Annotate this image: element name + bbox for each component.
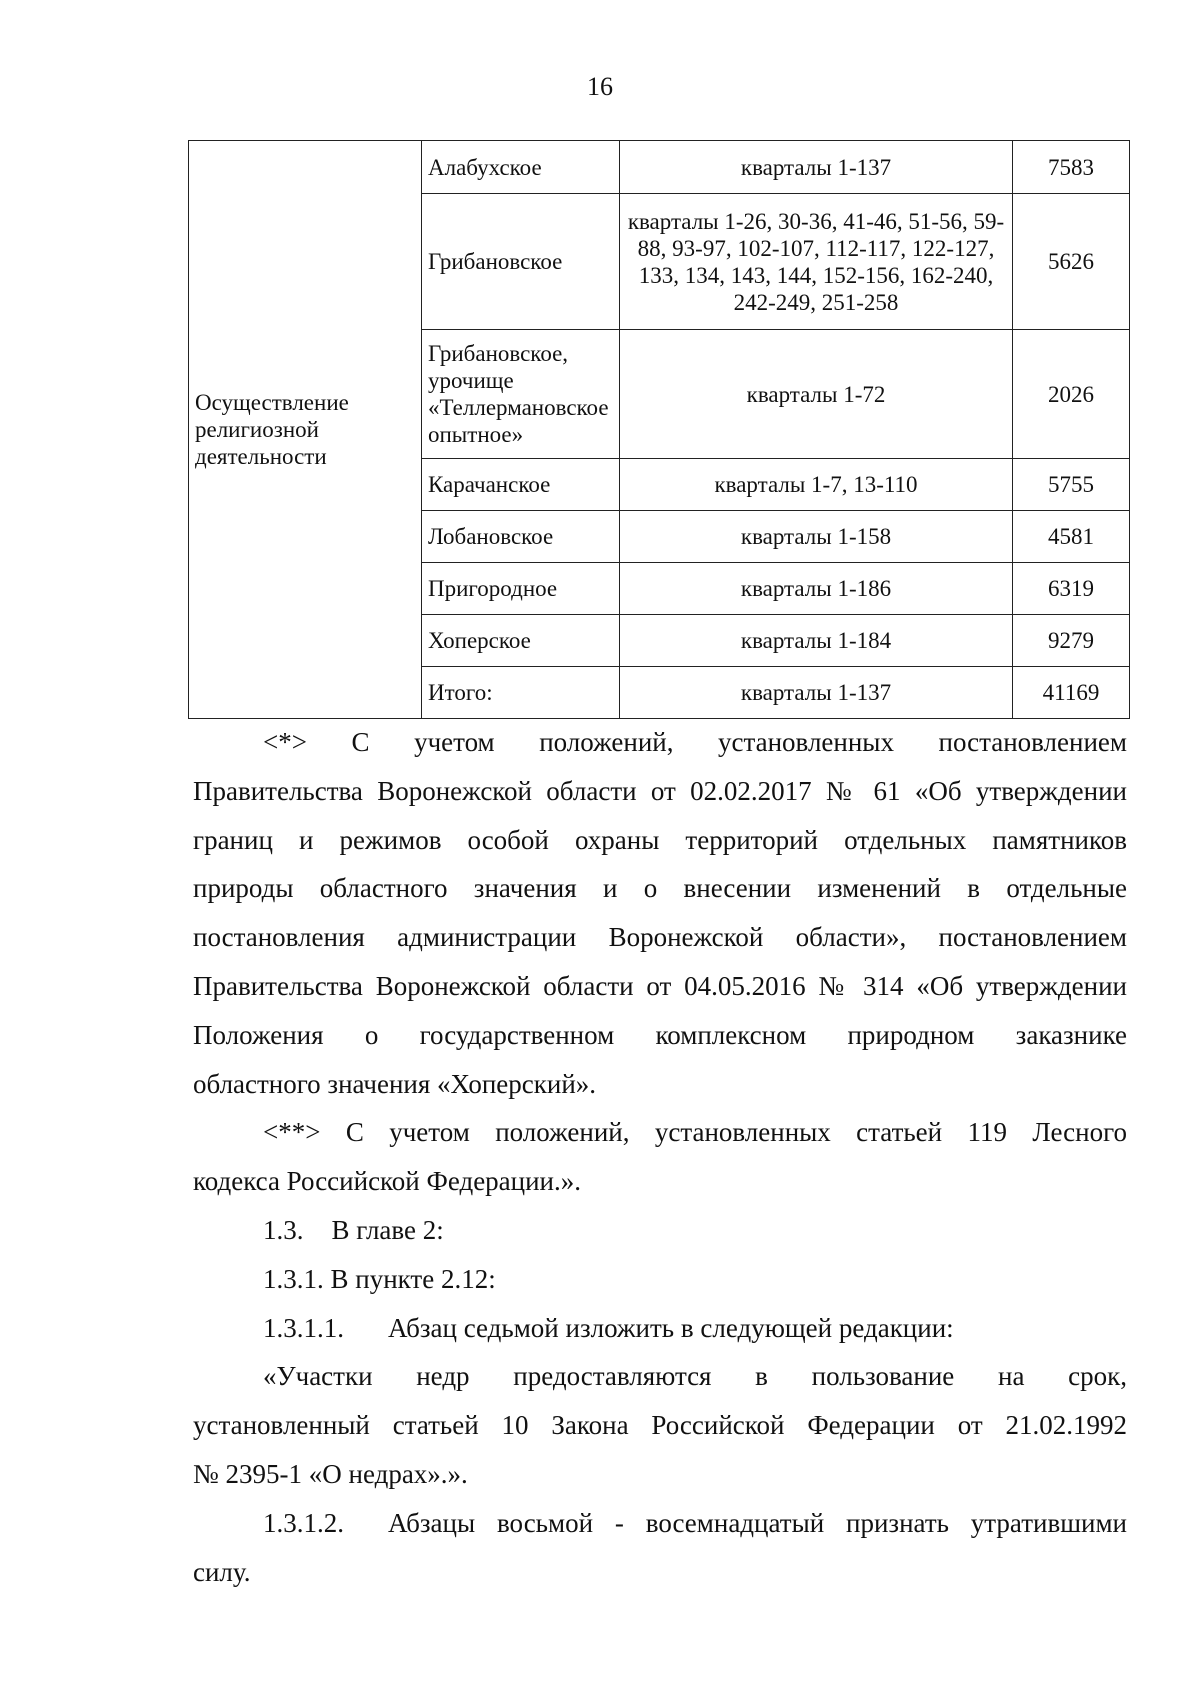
section-1-3 [193,1206,1127,1255]
quarters-cell: кварталы 1-186 [620,563,1013,615]
district-name-cell: Карачанское [422,459,620,511]
footnote-1-line: <*> С учетом положений, установленных постановлением [263,727,1127,757]
section-1-3-1-1 [193,1304,1127,1353]
footnote-1-line: областного значения «Хоперский». [193,1068,597,1099]
quarters-cell: кварталы 1-137 [620,141,1013,194]
area-cell: 6319 [1013,563,1130,615]
area-cell: 5755 [1013,459,1130,511]
section-1-3-1-2-end: силу. [193,1556,251,1587]
district-name-cell: Грибановское [422,194,620,330]
quarters-cell: кварталы 1-26, 30-36, 41-46, 51-56, 59-88, 93-97, 102-107, 112-117, 122-127, 133, 134, 143, 144, 152-156, 162-240, 242-249, 251-258 [620,194,1013,330]
area-cell: 7583 [1013,141,1130,194]
quote-line: «Участки недр предоставляются в пользование на срок, [263,1361,1127,1392]
section-text: Абзац седьмой изложить в следующей редакции: [388,1312,954,1343]
category-cell: Осуществление религиозной деятельности [189,141,422,719]
footnote-1-line: природы областного значения и о внесении изменений в отдельные [193,873,1127,904]
table-row [189,141,1130,194]
footnote-2-line: <**> С учетом положений, установленных статьей 119 Лесного [263,1117,1127,1148]
district-name-cell: Пригородное [422,563,620,615]
quarters-cell: кварталы 1-184 [620,615,1013,667]
quarters-cell: кварталы 1-7, 13-110 [620,459,1013,511]
district-name-cell: Хоперское [422,615,620,667]
quote-line: № 2395-1 «О недрах».». [193,1458,468,1489]
quote-line: установленный статьей 10 Закона Российской Федерации от 21.02.1992 [193,1410,1127,1441]
area-cell: 9279 [1013,615,1130,667]
footnote-1-line: постановления администрации Воронежской области», постановлением [193,922,1127,953]
section-number: 1.3.1.2. [263,1507,344,1538]
footnote-1-line: Правительства Воронежской области от 02.02.2017 № 61 «Об утверждении [193,775,1127,806]
section-number: 1.3. [263,1214,304,1245]
quarters-cell: кварталы 1-158 [620,511,1013,563]
section-text: В главе 2: [331,1214,444,1245]
section-number: 1.3.1.1. [263,1312,344,1343]
footnote-2-line: кодекса Российской Федерации.». [193,1166,582,1197]
area-cell: 4581 [1013,511,1130,563]
footnote-1-line: Правительства Воронежской области от 04.05.2016 № 314 «Об утверждении [193,970,1127,1001]
total-area-cell: 41169 [1013,667,1130,719]
district-name-cell: Алабухское [422,141,620,194]
quarters-cell: кварталы 1-137 [620,667,1013,719]
quarters-cell: кварталы 1-72 [620,330,1013,459]
area-cell: 5626 [1013,194,1130,330]
district-name-cell: Лобановское [422,511,620,563]
district-name-cell: Грибановское, урочище «Теллермановское опытное» [422,330,620,459]
footnote-1-line: границ и режимов особой охраны территорий отдельных памятников [193,824,1127,855]
footnote-1-line: Положения о государственном комплексном природном заказнике [193,1019,1127,1050]
area-cell: 2026 [1013,330,1130,459]
page-number: 16 [587,72,613,101]
body-text [193,718,1127,1596]
total-label-cell: Итого: [422,667,620,719]
forest-districts-table [188,140,1130,719]
section-1-3-1: 1.3.1. В пункте 2.12: [263,1263,496,1294]
section-text: Абзацы восьмой - восемнадцатый признать утратившими [388,1507,1127,1538]
section-1-3-1-2 [193,1499,1127,1548]
